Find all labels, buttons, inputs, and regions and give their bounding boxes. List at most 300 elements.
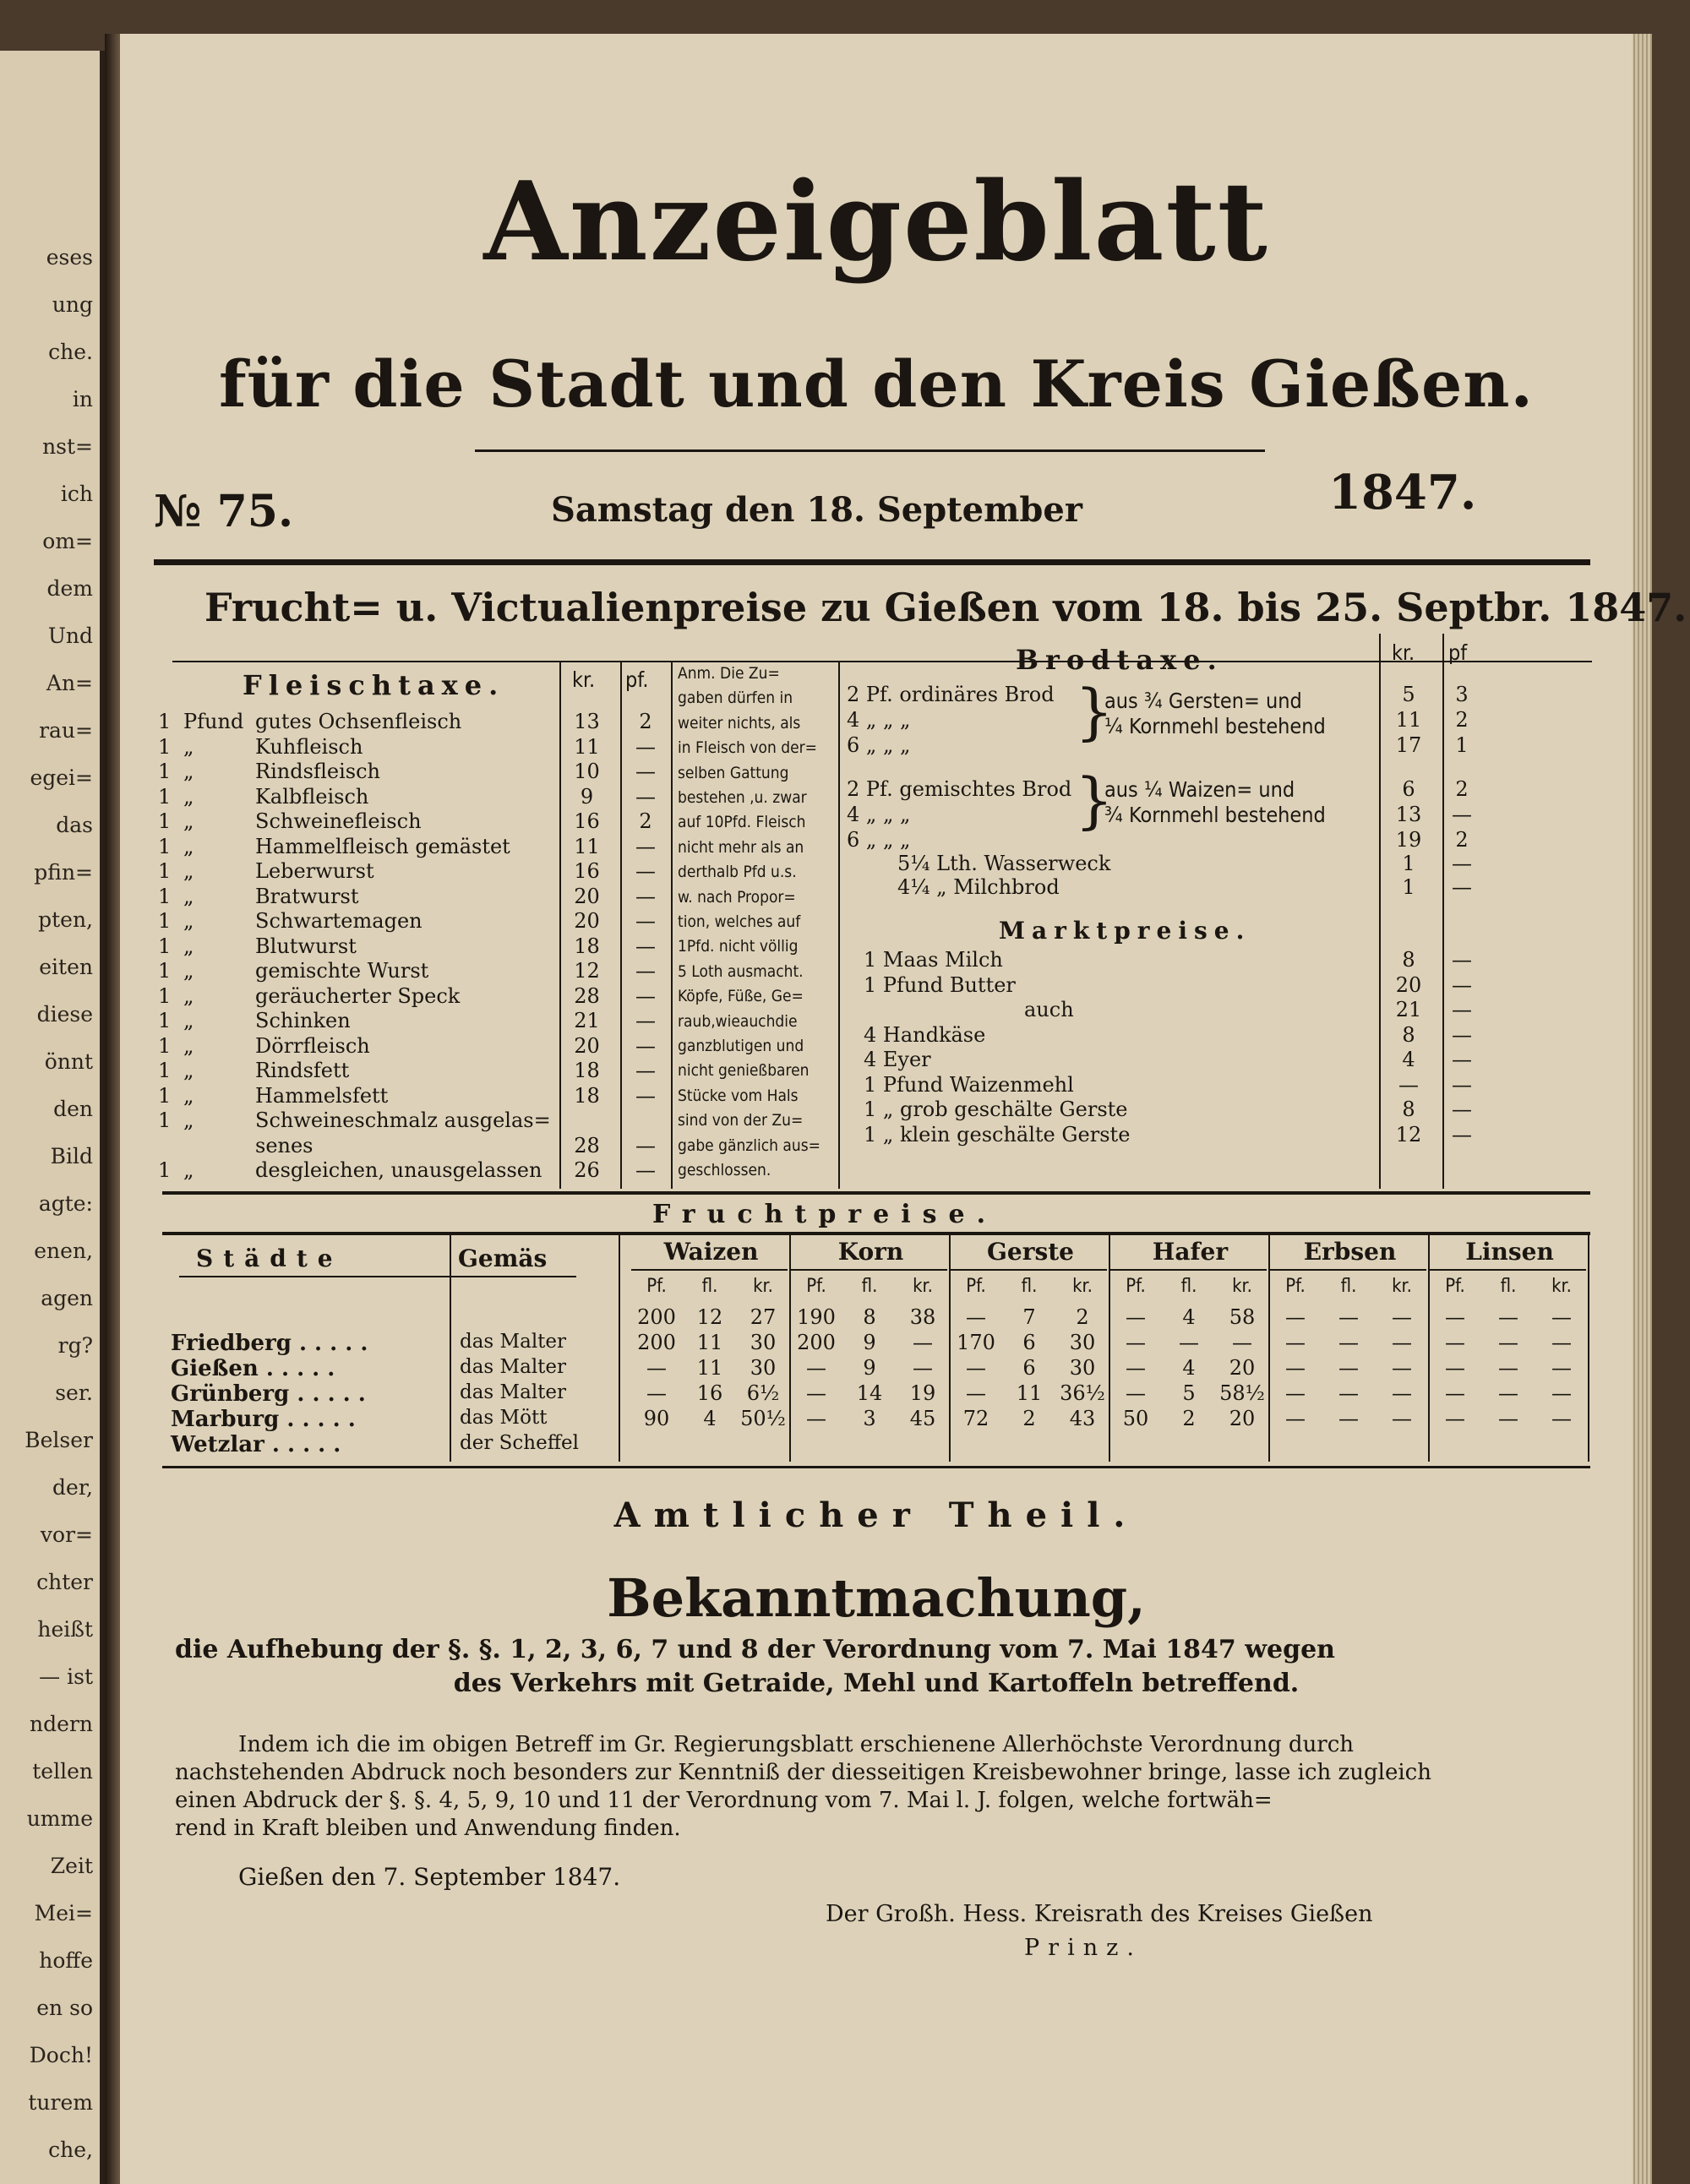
newspaper-page [120, 34, 1687, 2184]
grain-value: — [1392, 1356, 1412, 1380]
grain-type: Waizen [663, 1238, 759, 1266]
left-page-text: — ist [39, 1664, 93, 1689]
left-page-text: Bild [50, 1144, 93, 1168]
meat-note-line: 1Pfd. nicht völlig [678, 937, 799, 956]
meat-note-line: auf 10Pfd. Fleisch [678, 813, 806, 832]
meat-pf: — [635, 1009, 656, 1032]
grain-value: 50½ [740, 1407, 786, 1430]
grain-value: 9 [863, 1331, 876, 1354]
meat-pf: — [635, 1133, 656, 1157]
meat-pf: — [635, 1158, 656, 1182]
market-pf: — [1452, 1072, 1472, 1097]
meat-kr: 21 [574, 1009, 600, 1032]
meat-note-line: raub,wieauchdie [678, 1011, 798, 1031]
grain-subheader: fl. [1340, 1276, 1357, 1297]
left-page-text: Doch! [29, 2043, 93, 2067]
grain-type: Erbsen [1303, 1238, 1397, 1266]
grain-value: 58 [1229, 1305, 1256, 1329]
grain-value: — [966, 1381, 986, 1405]
grain-measure: das Malter [460, 1381, 567, 1403]
notice-body-line: rend in Kraft bleiben und Anwendung finden. [175, 1816, 681, 1841]
meat-kr: 20 [574, 909, 600, 933]
meat-kr: 11 [574, 734, 600, 759]
grain-value: — [1338, 1356, 1359, 1380]
meat-note-line: selben Gattung [678, 763, 789, 782]
left-page-text: rg? [57, 1333, 93, 1358]
market-kr: 21 [1395, 998, 1422, 1021]
meat-note-line: Stücke vom Hals [678, 1086, 799, 1105]
left-page-text: egei= [30, 765, 93, 790]
grain-value: 11 [696, 1331, 723, 1354]
grain-value: — [806, 1381, 826, 1405]
grain-value: 170 [957, 1331, 995, 1354]
meat-note-line: gabe gänzlich aus= [678, 1136, 820, 1155]
grain-measure: das Malter [460, 1356, 567, 1378]
grain-header-rule [162, 1232, 1590, 1235]
meat-item: Schinken [255, 1009, 351, 1032]
market-pf: — [1452, 972, 1472, 997]
grain-value: — [1551, 1381, 1572, 1405]
grain-value: — [1338, 1407, 1359, 1430]
meat-unit: „ [183, 859, 194, 883]
meat-qty: 1 [158, 1059, 172, 1082]
left-page-text: en so [36, 1996, 93, 2020]
grain-value: — [1179, 1331, 1199, 1354]
grain-heading: Fruchtpreise. [652, 1200, 998, 1229]
grain-value: — [1285, 1331, 1306, 1354]
meat-pf: — [635, 959, 656, 983]
left-page-text: Und [47, 624, 93, 648]
bread-pf: 2 [1455, 708, 1469, 732]
issue-date: Samstag den 18. September [551, 490, 1082, 530]
bread-kr: 1 [1402, 852, 1415, 875]
meat-unit: Pfund [183, 710, 244, 733]
masthead-rule [475, 449, 1265, 452]
bread-brace: } [1075, 676, 1114, 747]
grain-value: — [646, 1381, 667, 1405]
grain-value: 4 [1182, 1356, 1196, 1380]
left-page-text: nst= [42, 434, 93, 459]
bread-item: 4 „ „ „ [847, 803, 911, 826]
bread-brace-note-2b: ¾ Kornmehl bestehend [1104, 803, 1326, 827]
grain-value: — [966, 1305, 986, 1329]
meat-kr: 18 [574, 1059, 600, 1082]
bread-item: 6 „ „ „ [847, 733, 911, 757]
meat-qty: 1 [158, 983, 172, 1008]
meat-kr: 13 [574, 710, 600, 733]
meat-note-line: tion, welches auf [678, 912, 801, 931]
grain-value: — [806, 1356, 826, 1380]
grain-bottom-rule [162, 1466, 1590, 1468]
bread-item: 4 „ „ „ [847, 708, 911, 732]
bread-col-line [1442, 634, 1444, 1189]
meat-note-line: gaben dürfen in [678, 689, 793, 708]
grain-subheader: Pf. [646, 1276, 667, 1297]
bread-kr: 13 [1395, 803, 1422, 826]
market-item: 1 „ grob geschälte Gerste [864, 1097, 1128, 1121]
grain-value: — [1285, 1407, 1306, 1430]
grain-value: — [646, 1356, 667, 1380]
meat-unit: „ [183, 909, 194, 933]
market-item: 1 Maas Milch [864, 948, 1003, 972]
meat-col-kr: kr. [572, 667, 596, 692]
meat-qty: 1 [158, 710, 172, 733]
meat-qty: 1 [158, 1083, 172, 1108]
meat-kr: 20 [574, 884, 600, 908]
issue-number: № 75. [154, 486, 294, 537]
meat-kr: 10 [574, 760, 600, 783]
meat-qty: 1 [158, 859, 172, 883]
grain-value: — [1445, 1381, 1465, 1405]
meat-qty: 1 [158, 1009, 172, 1032]
grain-value: 200 [797, 1331, 836, 1354]
grain-value: 2 [1182, 1407, 1196, 1430]
bread-pf: — [1452, 875, 1472, 899]
grain-value: 45 [909, 1407, 936, 1430]
meat-unit: „ [183, 1158, 194, 1182]
grain-value: 6 [1022, 1331, 1036, 1354]
grain-value: — [1551, 1305, 1572, 1329]
market-kr: 8 [1402, 1097, 1415, 1121]
left-page-text: pten, [38, 907, 93, 932]
grain-city: Grünberg . . . . . [171, 1381, 366, 1407]
left-page-text: Belser [25, 1428, 93, 1452]
bread-item: 2 Pf. gemischtes Brod [847, 777, 1072, 801]
meat-item: Rindsfleisch [255, 760, 380, 783]
meat-pf: — [635, 884, 656, 908]
grain-col-city: Städte [196, 1244, 343, 1272]
grain-value: — [1498, 1381, 1518, 1405]
meat-unit: „ [183, 760, 194, 783]
notice-subtitle-2: des Verkehrs mit Getraide, Mehl und Kartoffeln betreffend. [453, 1669, 1300, 1698]
grain-measure: das Malter [460, 1331, 567, 1353]
notice-place-date: Gießen den 7. September 1847. [238, 1863, 621, 1891]
bread-kr: 1 [1402, 875, 1415, 899]
meat-pf: — [635, 934, 656, 958]
left-page-text: Mei= [34, 1901, 93, 1925]
grain-subheader: Pf. [806, 1276, 826, 1297]
grain-subheader: fl. [1021, 1276, 1038, 1297]
grain-rule [1270, 1269, 1426, 1271]
left-page-text: ndern [30, 1712, 93, 1736]
grain-measure: der Scheffel [460, 1432, 580, 1454]
meat-unit: „ [183, 809, 194, 833]
grain-value: — [1338, 1305, 1359, 1329]
grain-subheader: fl. [861, 1276, 878, 1297]
grain-subheader: kr. [1551, 1276, 1572, 1297]
grain-value: 20 [1229, 1356, 1256, 1380]
bread-kr: 19 [1395, 828, 1422, 852]
notice-body-line: nachstehenden Abdruck noch besonders zur Kenntniß der diesseitigen Kreisbewohner bringe, lasse ich zugleich [175, 1760, 1431, 1785]
grain-type: Hafer [1152, 1238, 1229, 1266]
market-kr: 20 [1395, 972, 1422, 997]
grain-value: 30 [1069, 1356, 1096, 1380]
meat-item: Rindsfett [255, 1059, 350, 1082]
left-page-text: pfin= [34, 860, 93, 885]
grain-value: 38 [909, 1305, 936, 1329]
left-page-text: om= [42, 529, 93, 553]
grain-subheader: kr. [753, 1276, 773, 1297]
meat-note-line: bestehen ,u. zwar [678, 788, 807, 807]
market-pf: — [1452, 1048, 1472, 1071]
left-page-text: rau= [39, 718, 93, 743]
grain-value: — [1126, 1356, 1146, 1380]
meat-note-line: w. nach Propor= [678, 887, 796, 907]
meat-qty: 1 [158, 1158, 172, 1182]
grain-value: 12 [696, 1305, 723, 1329]
masthead-title: Anzeigeblatt [483, 159, 1269, 286]
notice-signature-office: Der Großh. Hess. Kreisrath des Kreises Gießen [826, 1901, 1373, 1927]
market-kr: — [1398, 1072, 1419, 1097]
grain-type: Gerste [987, 1238, 1074, 1266]
meat-kr: 9 [580, 784, 594, 809]
left-page-text: enen, [34, 1239, 93, 1263]
left-page-text: önnt [44, 1049, 93, 1074]
grain-subheader: fl. [1500, 1276, 1517, 1297]
grain-subheader: Pf. [1285, 1276, 1306, 1297]
meat-note-line: ganzblutigen und [678, 1037, 804, 1055]
left-page-text: hoffe [39, 1948, 93, 1973]
left-page-text: ser. [55, 1381, 93, 1405]
left-page-text: dem [46, 576, 93, 601]
left-page-text: eiten [39, 955, 93, 979]
notice-body-line: einen Abdruck der §. §. 4, 5, 9, 10 und 11 der Verordnung vom 7. Mai l. J. folgen, welche fortwäh= [175, 1788, 1273, 1813]
grain-value: 11 [696, 1356, 723, 1380]
meat-heading: Fleischtaxe. [243, 669, 505, 701]
meat-pf: — [635, 909, 656, 933]
grain-subheader: Pf. [1126, 1276, 1146, 1297]
grain-value: 30 [750, 1356, 777, 1380]
grain-top-rule [162, 1191, 1590, 1195]
meat-item: Blutwurst [255, 934, 357, 958]
meat-item: Schwartemagen [255, 909, 422, 933]
grain-city: Gießen . . . . . [171, 1356, 335, 1381]
left-page-text: ich [60, 482, 93, 506]
meat-pf: 2 [639, 710, 652, 733]
grain-subheader: Pf. [966, 1276, 986, 1297]
grain-type: Korn [837, 1238, 904, 1266]
notice-title: Bekanntmachung, [607, 1567, 1146, 1629]
meat-note-line: sind von der Zu= [678, 1111, 804, 1130]
meat-kr: 16 [574, 859, 600, 883]
grain-subheader: kr. [1232, 1276, 1252, 1297]
meat-unit: „ [183, 1059, 194, 1082]
meat-item: geräucherter Speck [255, 983, 461, 1008]
grain-city: Marburg . . . . . [171, 1407, 356, 1432]
market-heading: Marktpreise. [999, 917, 1251, 945]
left-page-text: turem [28, 2090, 93, 2115]
meat-kr: 18 [574, 934, 600, 958]
grain-type: Linsen [1465, 1238, 1554, 1266]
market-kr: 4 [1402, 1048, 1415, 1071]
grain-value: — [1338, 1331, 1359, 1354]
market-pf: — [1452, 1022, 1472, 1047]
grain-value: 30 [1069, 1331, 1096, 1354]
meat-note-line: in Fleisch von der= [678, 738, 817, 758]
market-kr: 12 [1395, 1122, 1422, 1146]
masthead-subtitle: für die Stadt und den Kreis Gießen. [218, 346, 1535, 422]
meat-qty: 1 [158, 1033, 172, 1058]
left-page-text: den [53, 1097, 93, 1121]
bread-pf: 2 [1455, 777, 1469, 801]
bread-kr: 6 [1402, 777, 1415, 801]
left-page-text: heißt [37, 1617, 93, 1642]
grain-value: 27 [750, 1305, 777, 1329]
market-item: 1 „ klein geschälte Gerste [864, 1122, 1131, 1146]
bread-pf: 2 [1455, 828, 1469, 852]
meat-col-pf: pf. [625, 667, 649, 692]
meat-pf: — [635, 734, 656, 759]
meat-item: Dörrfleisch [255, 1033, 370, 1058]
meat-kr: 12 [574, 959, 600, 983]
bread-item: 2 Pf. ordinäres Brod [847, 683, 1055, 706]
bread-pf: — [1452, 803, 1472, 826]
meat-unit: „ [183, 983, 194, 1008]
meat-qty: 1 [158, 884, 172, 908]
meat-unit: „ [183, 1108, 194, 1132]
grain-value: — [913, 1331, 933, 1354]
bread-brace-note-1a: aus ¾ Gersten= und [1104, 689, 1302, 713]
left-page-text: ung [52, 292, 93, 317]
bread-pf: 3 [1455, 683, 1469, 706]
grain-value: 4 [703, 1407, 717, 1430]
grain-value: — [1126, 1305, 1146, 1329]
grain-value: 6½ [746, 1381, 780, 1405]
grain-city: Wetzlar . . . . . [171, 1432, 341, 1457]
notice-body-line: Indem ich die im obigen Betreff im Gr. Regierungsblatt erschienene Allerhöchste Verordnung durch [238, 1732, 1355, 1757]
grain-value: — [1126, 1331, 1146, 1354]
grain-subheader: kr. [913, 1276, 933, 1297]
grain-value: — [1126, 1381, 1146, 1405]
bread-item: 5¼ Lth. Wasserweck [897, 852, 1111, 875]
meat-note-line: 5 Loth ausmacht. [678, 961, 804, 981]
market-item: 1 Pfund Waizenmehl [864, 1072, 1074, 1097]
meat-kr: 20 [574, 1033, 600, 1058]
meat-item: Hammelfleisch gemästet [255, 834, 510, 858]
market-item: 1 Pfund Butter [864, 972, 1016, 997]
meat-unit: „ [183, 1009, 194, 1032]
meat-unit: „ [183, 884, 194, 908]
meat-unit: „ [183, 934, 194, 958]
left-page-text: der, [52, 1475, 93, 1500]
prices-heading: Frucht= u. Victualienpreise zu Gießen vom 18. bis 25. Septbr. 1847. [204, 585, 1687, 630]
meat-item: desgleichen, unausgelassen [255, 1158, 542, 1182]
grain-value: 19 [909, 1381, 936, 1405]
grain-value: 5 [1182, 1381, 1196, 1405]
bread-kr: 5 [1402, 683, 1415, 706]
meat-pf: — [635, 1083, 656, 1108]
market-item: 4 Handkäse [864, 1022, 986, 1047]
grain-rule [791, 1269, 947, 1271]
meat-unit: „ [183, 1083, 194, 1108]
meat-unit: „ [183, 784, 194, 809]
left-page-text: umme [26, 1806, 93, 1831]
meat-note-line: nicht genießbaren [678, 1061, 810, 1081]
meat-qty: 1 [158, 809, 172, 833]
meat-col-line [620, 661, 622, 1189]
meat-pf: — [635, 760, 656, 783]
grain-subheader: kr. [1392, 1276, 1412, 1297]
meat-pf: — [635, 859, 656, 883]
masthead-thick-rule [154, 559, 1590, 565]
market-pf: — [1452, 1097, 1472, 1121]
meat-qty: 1 [158, 760, 172, 783]
grain-value: — [1551, 1407, 1572, 1430]
meat-kr: 18 [574, 1083, 600, 1108]
grain-value: 72 [962, 1407, 989, 1430]
grain-value: — [1445, 1407, 1465, 1430]
bread-item: 4¼ „ Milchbrod [897, 875, 1060, 899]
meat-item: gemischte Wurst [255, 959, 429, 983]
meat-kr: 26 [574, 1158, 600, 1182]
grain-subheader: kr. [1072, 1276, 1093, 1297]
left-page-text: che. [48, 340, 93, 364]
grain-value: — [1498, 1305, 1518, 1329]
grain-value: — [1285, 1356, 1306, 1380]
meat-pf: — [635, 784, 656, 809]
grain-rule [951, 1269, 1107, 1271]
meat-item: Kuhfleisch [255, 734, 363, 759]
grain-rule [619, 1234, 620, 1462]
meat-note-line: geschlossen. [678, 1161, 771, 1179]
grain-value: — [1551, 1331, 1572, 1354]
grain-value: — [1285, 1381, 1306, 1405]
grain-value: 190 [797, 1305, 836, 1329]
grain-value: 30 [750, 1331, 777, 1354]
bread-brace-note-1b: ¼ Kornmehl bestehend [1104, 714, 1326, 738]
meat-qty: 1 [158, 784, 172, 809]
meat-note-line: Anm. Die Zu= [678, 664, 780, 683]
meat-unit: „ [183, 734, 194, 759]
meat-pf: — [635, 834, 656, 858]
grain-rule [631, 1269, 788, 1271]
grain-value: — [1498, 1331, 1518, 1354]
grain-subheader: Pf. [1445, 1276, 1465, 1297]
grain-value: — [1392, 1407, 1412, 1430]
left-page-text: che, [48, 2138, 93, 2162]
grain-value: — [1392, 1381, 1412, 1405]
grain-value: 3 [863, 1407, 876, 1430]
grain-value: — [1285, 1305, 1306, 1329]
grain-value: 50 [1122, 1407, 1149, 1430]
meat-col-line [559, 661, 561, 1189]
market-item: 4 Eyer [864, 1048, 931, 1071]
grain-value: 200 [637, 1331, 676, 1354]
meat-qty: 1 [158, 1108, 172, 1132]
market-kr: 8 [1402, 948, 1415, 972]
grain-subheader: fl. [701, 1276, 718, 1297]
grain-value: — [966, 1356, 986, 1380]
left-page-text: agen [41, 1286, 93, 1310]
grain-rule [179, 1276, 576, 1277]
meat-qty: 1 [158, 834, 172, 858]
book-gutter [105, 34, 120, 2184]
grain-rule [1110, 1269, 1267, 1271]
bread-col-kr: kr. [1392, 640, 1415, 665]
meat-pf: — [635, 1059, 656, 1082]
grain-value: 43 [1069, 1407, 1096, 1430]
bread-brace-note-2a: aus ¼ Waizen= und [1104, 777, 1295, 802]
bread-item: 6 „ „ „ [847, 828, 911, 852]
meat-qty: 1 [158, 909, 172, 933]
meat-note-line: nicht mehr als an [678, 837, 804, 857]
bread-col-line [1379, 634, 1381, 1189]
meat-item: Leberwurst [255, 859, 374, 883]
grain-value: 11 [1016, 1381, 1043, 1405]
notice-subtitle-1: die Aufhebung der §. §. 1, 2, 3, 6, 7 und 8 der Verordnung vom 7. Mai 1847 wegen [175, 1635, 1335, 1664]
meat-item: senes [255, 1133, 313, 1157]
left-page-text: das [56, 813, 93, 837]
